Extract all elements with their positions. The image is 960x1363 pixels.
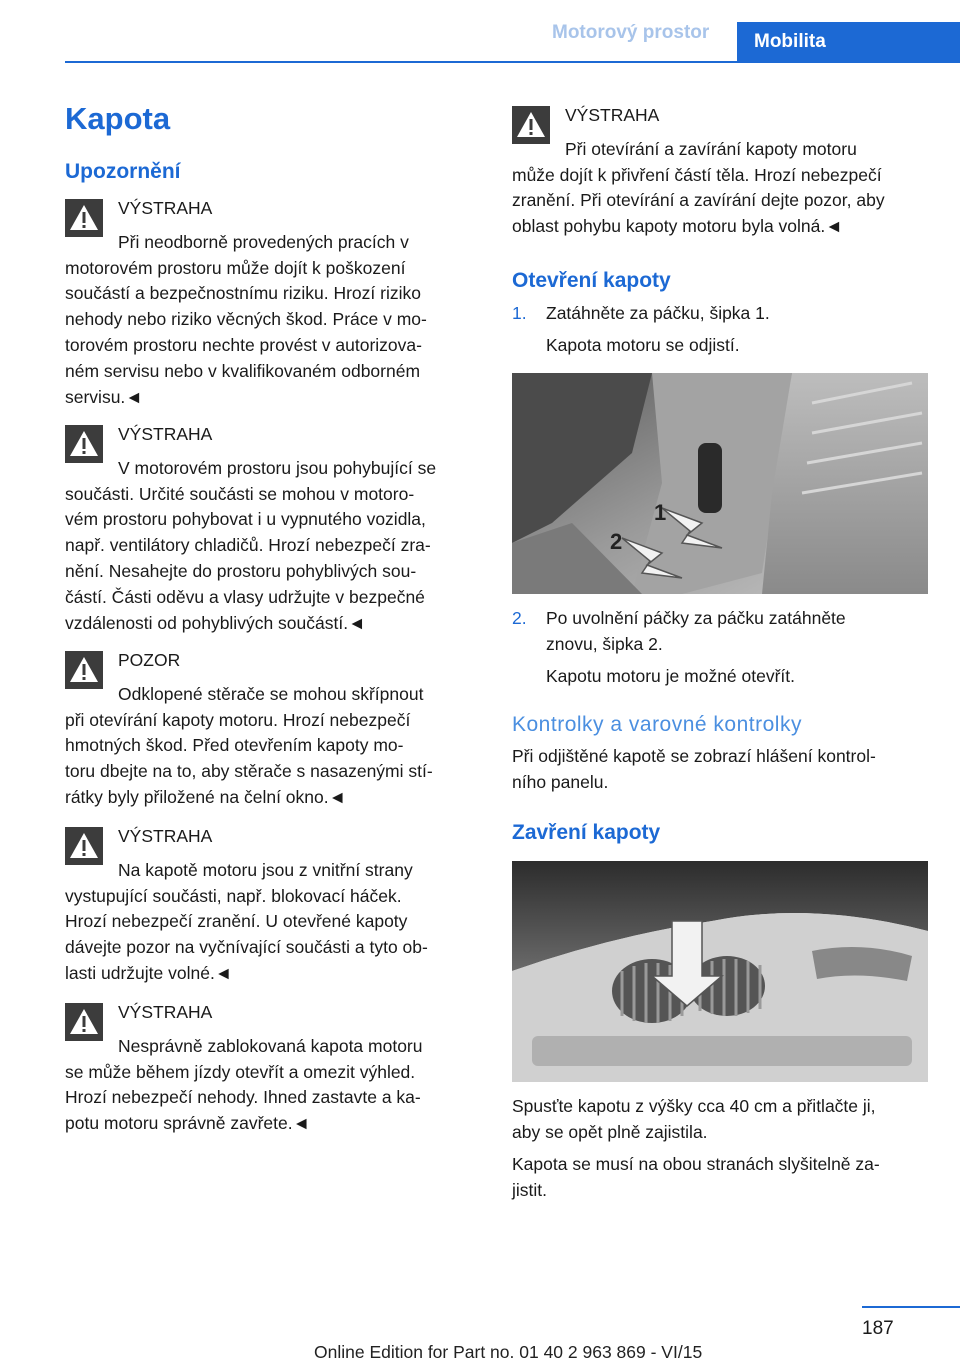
hood-closing-illustration [512,861,928,1082]
page-title: Kapota [65,101,171,136]
header-rule [65,61,960,63]
step-2-line-2: znovu, šipka 2. [546,634,663,654]
warning-text-line: servisu.◄ [65,386,143,407]
warning-text-line: součástí a bezpečnostnímu riziku. Hrozí riziko [65,283,421,304]
step-1-sub: Kapota motoru se odjistí. [546,335,740,355]
warning-text-line: dávejte pozor na vyčnívající součásti a tyto ob‐ [65,937,428,958]
warning-text-line: při otevírání kapoty motoru. Hrozí nebezpečí [65,709,411,730]
warning-text-line: hmotných škod. Před otevřením kapoty mo‐ [65,735,404,756]
step-2-line-1: Po uvolnění páčky za páčku zatáhněte [546,608,846,628]
warning-text-line: součásti. Určité součásti se mohou v motoro‐ [65,483,415,504]
header-tab-motorovy-prostor[interactable]: Motorový prostor [552,22,710,43]
warning-triangle-icon [65,425,103,463]
warning-triangle-icon [512,106,550,144]
fig1-arrow-2-label: 2 [610,529,623,554]
warning-text-line: potu motoru správně zavřete.◄ [65,1113,310,1134]
section-heading-otevreni: Otevření kapoty [512,269,671,292]
figure-hood-closing [512,861,928,1082]
zavreni-line-3: Kapota se musí na obou stranách slyšitelně za‐ [512,1154,880,1174]
kontrolky-line-1: Při odjištěné kapotě se zobrazí hlášení kontrol‐ [512,746,876,766]
warning-triangle-icon [65,827,103,865]
warning-text-line: Odklopené stěrače se mohou skřípnout [118,683,424,704]
warning-label: POZOR [118,650,181,670]
warning-text-line: ném servisu nebo v kvalifikovaném odborném [65,360,421,381]
warning-text-line: Nesprávně zablokovaná kapota motoru [118,1035,423,1056]
step-1-number: 1. [512,303,527,323]
warning-text-line: vystupující součásti, např. blokovací háček. [65,885,402,906]
warning-text-line: rátky byly přiložené na čelní okno.◄ [65,787,346,807]
fig1-arrow-1-label: 1 [654,500,667,525]
figure-hood-release-lever [512,373,928,594]
step-2-number: 2. [512,608,527,628]
warning-triangle-icon [65,199,103,237]
warning-text-line: např. ventilátory chladičů. Hrozí nebezpečí zra‐ [65,535,431,556]
footer-rule [862,1306,960,1308]
warning-label: VÝSTRAHA [118,198,213,218]
warning-text-line: torovém prostoru nechte provést v autorizova‐ [65,335,422,355]
zavreni-line-2: aby se opět plně zajistila. [512,1122,708,1142]
warning-text-line: vzdálenosti od pohyblivých součástí.◄ [65,612,366,633]
page-number: 187 [862,1318,894,1339]
hood-release-illustration [512,373,928,594]
zavreni-line-4: jistit. [512,1180,547,1200]
warning-label: VÝSTRAHA [118,424,213,444]
warning-label: VÝSTRAHA [118,826,213,846]
warning-text-line: zranění. Při otevírání a zavírání dejte pozor, aby [512,190,885,211]
step-2-sub: Kapotu motoru je možné otevřít. [546,666,796,686]
warning-label: VÝSTRAHA [565,105,660,125]
section-heading-upozorneni: Upozornění [65,160,181,183]
warning-text-line: Při neodborně provedených pracích v [118,231,409,252]
section-heading-kontrolky: Kontrolky a varovné kontrolky [512,713,802,736]
warning-text-line: částí. Části oděvu a vlasy udržujte v bezpečné [65,586,425,607]
warning-text-line: motorovém prostoru může dojít k poškození [65,257,406,278]
warning-text-line: nění. Nesahejte do prostoru pohyblivých sou‐ [65,561,417,581]
warning-text-line: nehody nebo riziko věcných škod. Práce v mo‐ [65,309,427,330]
warning-text-line: Na kapotě motoru jsou z vnitřní strany [118,859,413,880]
edition-note: Online Edition for Part no. 01 40 2 963 869 - VI/15 [314,1342,703,1362]
header-tab-mobilita[interactable]: Mobilita [737,22,960,63]
warning-text-line: V motorovém prostoru jsou pohybující se [118,457,437,478]
section-heading-zavreni: Zavření kapoty [512,821,661,844]
warning-text-line: vém prostoru pohybovat i u vypnutého vozidla, [65,509,426,530]
warning-text-line: Při otevírání a zavírání kapoty motoru [565,138,857,159]
warning-text-line: oblast pohybu kapoty motoru byla volná.◄ [512,216,843,237]
warning-triangle-icon [65,651,103,689]
warning-text-line: Hrozí nebezpečí zranění. U otevřené kapoty [65,911,408,932]
zavreni-line-1: Spusťte kapotu z výšky cca 40 cm a přitlačte ji, [512,1096,876,1116]
warning-text-line: může dojít k přivření částí těla. Hrozí nebezpečí [512,164,882,185]
step-1-text: Zatáhněte za páčku, šipka 1. [546,303,770,323]
kontrolky-line-2: ního panelu. [512,772,609,792]
warning-text-line: se může během jízdy otevřít a omezit výhled. [65,1061,416,1082]
warning-text-line: lasti udržujte volné.◄ [65,963,233,983]
warning-triangle-icon [65,1003,103,1041]
warning-label: VÝSTRAHA [118,1002,213,1022]
warning-text-line: Hrozí nebezpečí nehody. Ihned zastavte a ka‐ [65,1087,421,1108]
warning-text-line: toru dbejte na to, aby stěrače s nasazenými stí‐ [65,761,433,782]
